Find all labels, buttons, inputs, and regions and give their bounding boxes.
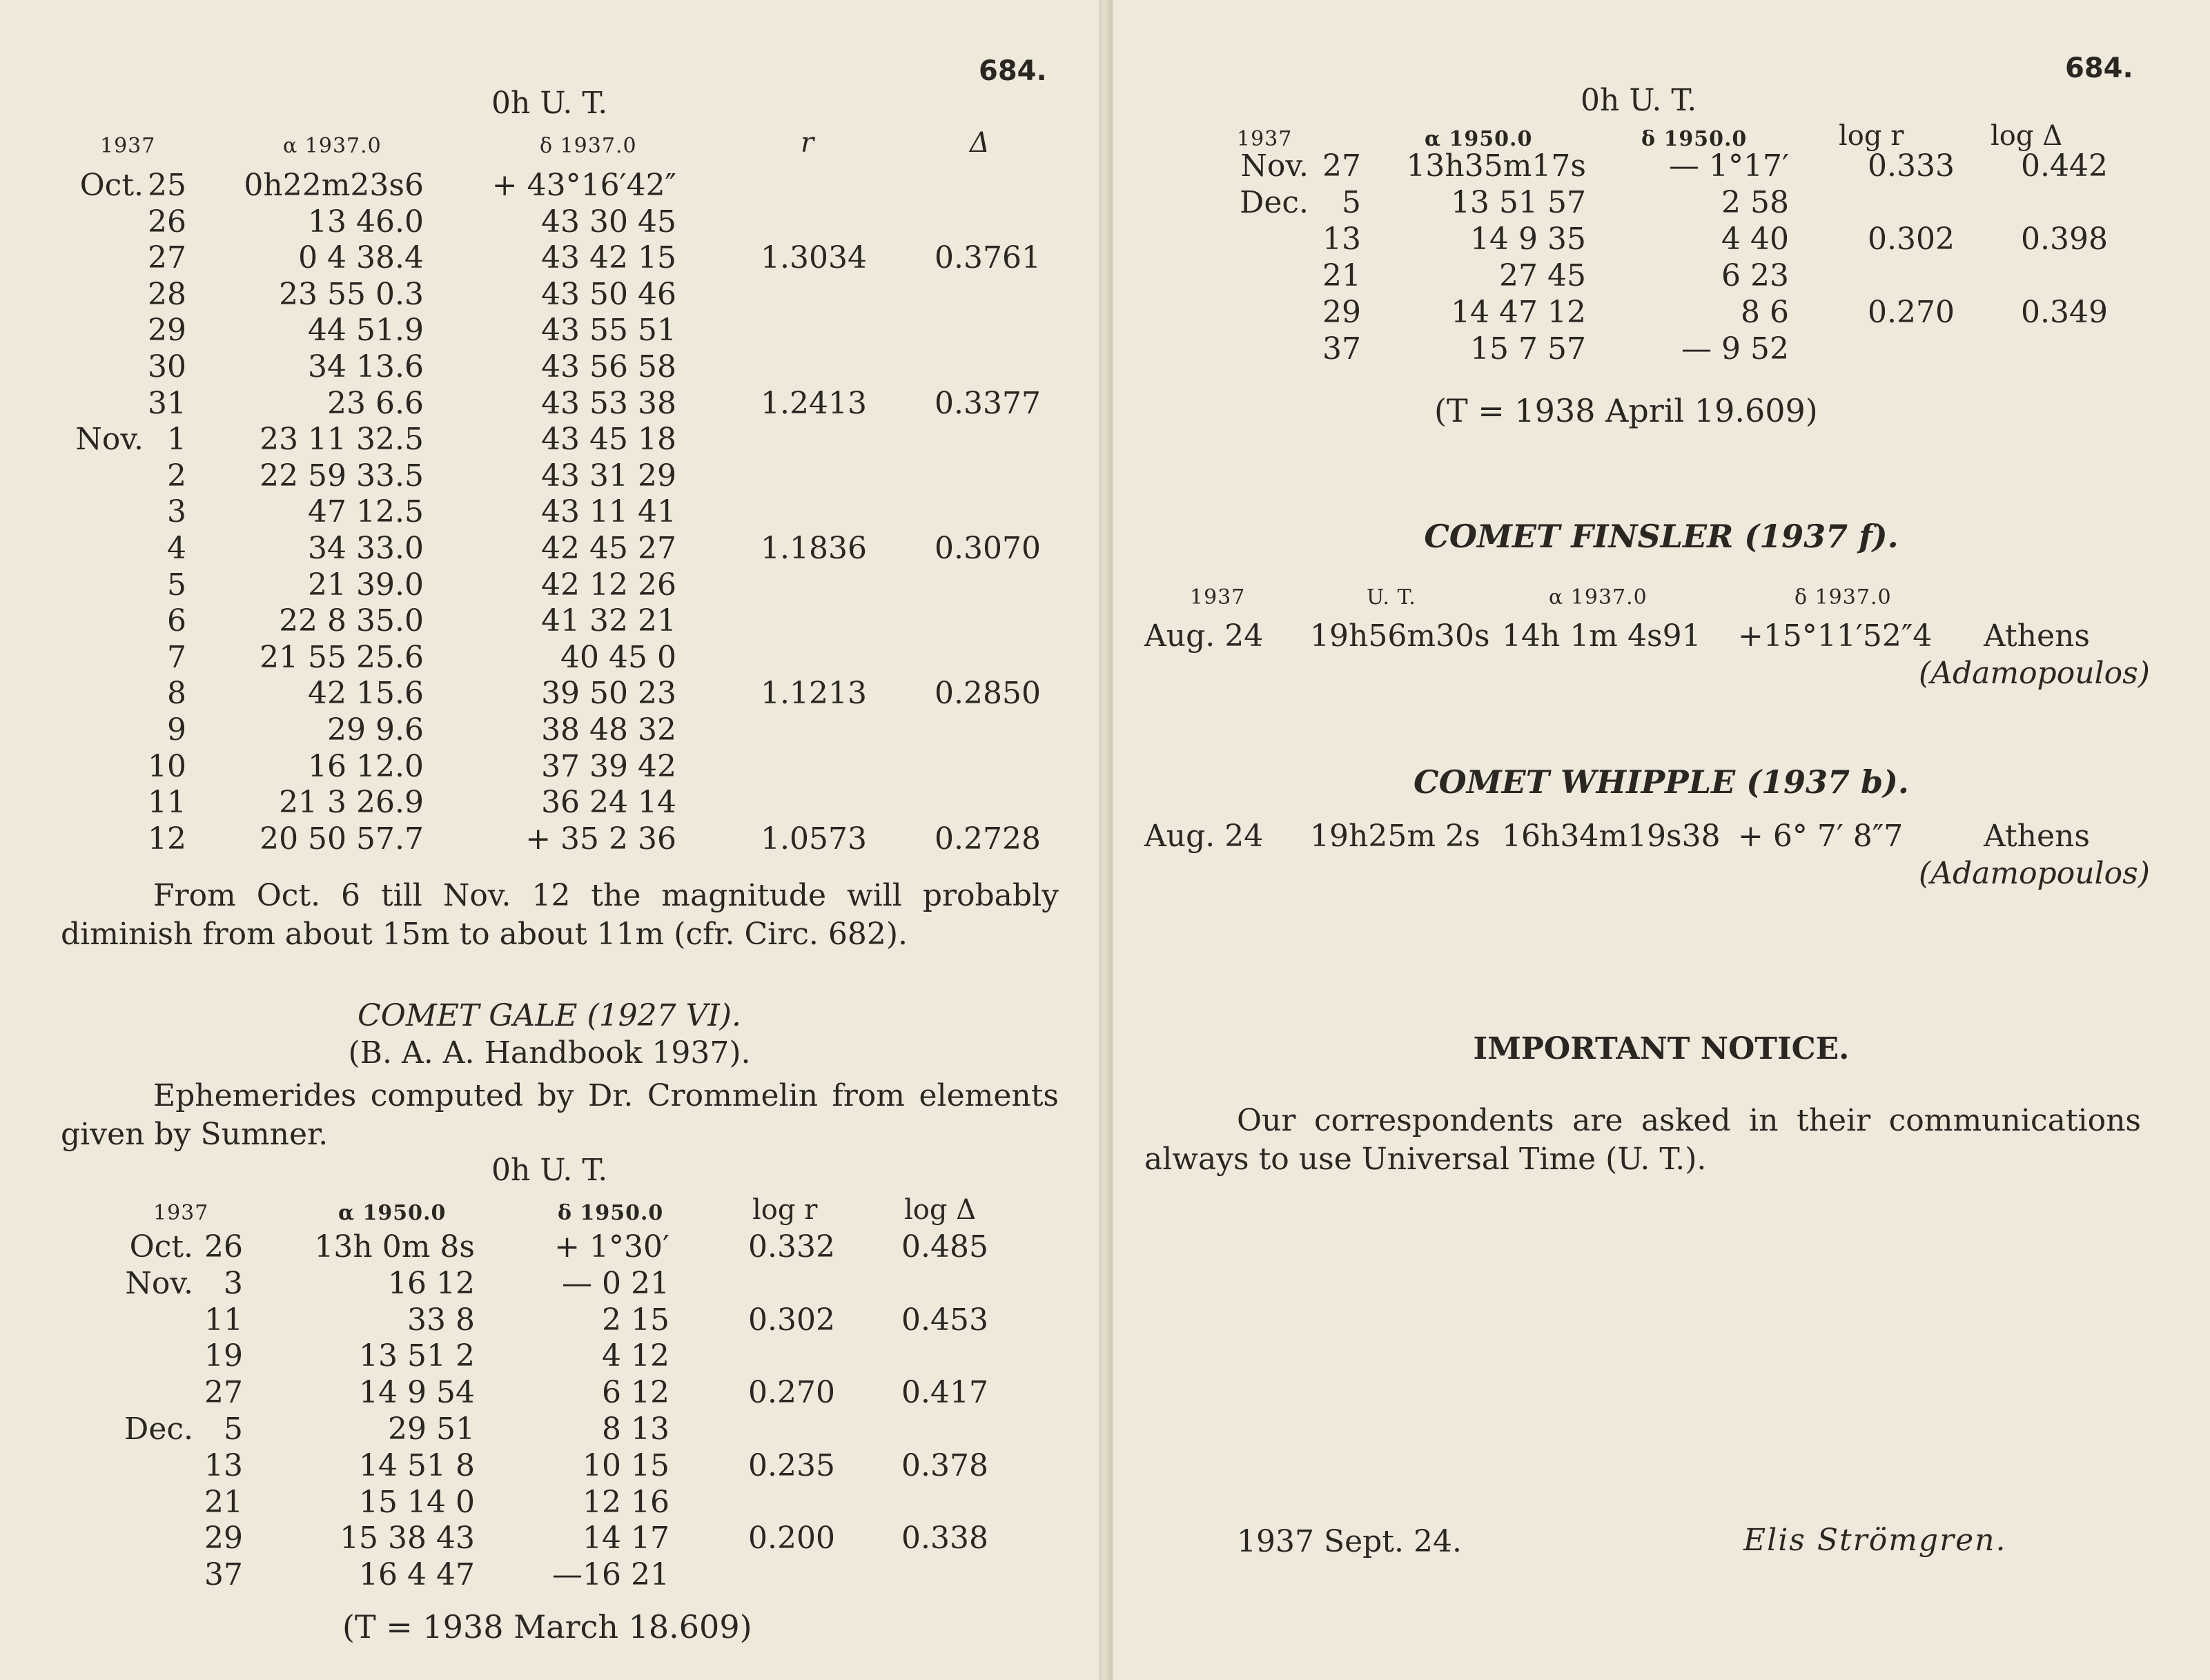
table-row: [0, 1411, 1099, 1448]
time-heading: 0h U. T.: [1581, 83, 1697, 118]
gale-title: COMET GALE (1927 VI).: [358, 998, 741, 1033]
ra-cell: 23 55 0.3: [279, 276, 424, 312]
dec-cell: —16 21: [552, 1557, 669, 1593]
table-row: [0, 1338, 1099, 1375]
table-row: [0, 167, 1099, 204]
ra-cell: 16 4 47: [359, 1557, 475, 1593]
table-row: [0, 385, 1099, 422]
table-row: [0, 240, 1099, 277]
col-dec: δ 1937.0: [540, 134, 637, 158]
ra-cell: 13h 0m 8s: [314, 1229, 475, 1264]
table-row: [0, 748, 1099, 785]
ra-cell: 14 9 35: [1470, 222, 1586, 257]
dec-cell: 4 40: [1721, 222, 1789, 257]
dec-cell: 42 12 26: [541, 567, 676, 603]
finsler-ra: 14h 1m 4s91: [1502, 618, 1701, 654]
perihelion: (T = 1938 April 19.609): [1434, 392, 1818, 429]
circular-number: 684.: [979, 55, 1047, 87]
ra-cell: 13 46.0: [308, 204, 424, 240]
day-cell: 5: [1342, 185, 1361, 220]
ra-cell: 14 9 54: [359, 1375, 475, 1411]
right-page: [1113, 0, 2210, 1680]
table-row: [0, 675, 1099, 712]
day-cell: 13: [1322, 222, 1361, 257]
notice-text: Our correspondents are asked in their communications always to use Universal Time (U. T.).: [1144, 1103, 2141, 1177]
logr-cell: 0.235: [748, 1447, 835, 1483]
logdelta-cell: 0.338: [901, 1521, 988, 1556]
month-cell: Nov.: [125, 1265, 193, 1301]
table-row: [0, 458, 1099, 495]
dec-cell: 43 45 18: [541, 422, 676, 458]
col-logr: log r: [752, 1194, 818, 1226]
ra-cell: 27 45: [1499, 258, 1586, 293]
ra-cell: 21 55 25.6: [260, 639, 424, 675]
dec-cell: 8 13: [602, 1412, 669, 1447]
gale-intro: Ephemerides computed by Dr. Crommelin from elements given by Sumner.: [61, 1078, 1059, 1152]
dec-cell: 12 16: [583, 1484, 669, 1520]
ra-cell: 23 11 32.5: [260, 422, 424, 458]
day-cell: 13: [204, 1447, 243, 1483]
day-cell: 29: [148, 313, 186, 349]
circular-number: 684.: [2065, 52, 2133, 84]
logr-cell: 0.270: [748, 1375, 835, 1411]
delta-cell: 0.2850: [935, 676, 1041, 712]
logr-cell: 0.270: [1868, 295, 1955, 330]
left-page: [0, 0, 1099, 1680]
day-cell: 37: [1322, 331, 1361, 367]
dec-cell: 43 53 38: [541, 385, 676, 421]
logr-cell: 0.302: [1868, 222, 1955, 257]
col-logdelta: log Δ: [1991, 120, 2063, 152]
ephemeris-table: [1113, 120, 2210, 410]
ra-cell: 0h22m23s6: [244, 168, 424, 203]
day-cell: 9: [167, 712, 186, 748]
day-cell: 19: [204, 1338, 243, 1374]
table-row: [0, 603, 1099, 640]
ra-cell: 13 51 2: [359, 1338, 475, 1374]
table-row: [1113, 257, 2210, 295]
table-row: [0, 530, 1099, 567]
ra-cell: 21 39.0: [308, 567, 424, 603]
logdelta-cell: 0.398: [2021, 222, 2108, 257]
table-row: [0, 1520, 1099, 1557]
gale-perihelion: (T = 1938 March 18.609): [342, 1608, 752, 1645]
dec-cell: 41 32 21: [541, 603, 676, 639]
ra-cell: 33 8: [407, 1302, 475, 1338]
finsler-dec: +15°11′52″4: [1738, 618, 1933, 654]
day-cell: 11: [148, 785, 186, 821]
delta-cell: 0.3377: [935, 385, 1041, 421]
dec-cell: 43 42 15: [541, 240, 676, 276]
dec-cell: 43 31 29: [541, 458, 676, 494]
day-cell: 29: [1322, 295, 1361, 330]
month-cell: Dec.: [124, 1412, 193, 1447]
dec-cell: — 9 52: [1681, 331, 1789, 367]
dec-cell: 43 50 46: [541, 276, 676, 312]
col-r: r: [801, 127, 814, 159]
ra-cell: 0 4 38.4: [298, 240, 424, 276]
whipple-dec: + 6° 7′ 8″7: [1738, 819, 1904, 854]
ra-cell: 16 12: [388, 1265, 475, 1301]
table-row: [1113, 294, 2210, 331]
dec-cell: + 1°30′: [554, 1229, 669, 1264]
logr-cell: 0.200: [748, 1521, 835, 1556]
logr-cell: 0.302: [748, 1302, 835, 1338]
day-cell: 1: [167, 422, 186, 458]
month-cell: Oct.: [79, 168, 144, 203]
day-cell: 27: [148, 240, 186, 276]
ra-cell: 16 12.0: [308, 748, 424, 784]
day-cell: 3: [167, 494, 186, 530]
ra-cell: 44 51.9: [308, 313, 424, 349]
finsler-ut: 19h56m30s: [1310, 618, 1490, 654]
table-row: [1113, 184, 2210, 222]
r-cell: 1.1836: [761, 531, 867, 566]
table-row: [0, 421, 1099, 458]
ra-cell: 14 51 8: [359, 1447, 475, 1483]
col-logdelta: log Δ: [904, 1194, 977, 1226]
whipple-title: COMET WHIPPLE (1937 b).: [1414, 763, 1909, 801]
ra-cell: 15 14 0: [359, 1484, 475, 1520]
logdelta-cell: 0.453: [901, 1302, 988, 1338]
gale-time-heading: 0h U. T.: [491, 1153, 608, 1188]
whipple-ut: 19h25m 2s: [1310, 819, 1480, 854]
day-cell: 10: [148, 748, 186, 784]
logdelta-cell: 0.378: [901, 1447, 988, 1483]
table-row: [0, 821, 1099, 858]
table-row: [0, 712, 1099, 749]
ra-cell: 22 8 35.0: [279, 603, 424, 639]
ra-cell: 14 47 12: [1451, 295, 1586, 330]
dec-cell: 43 11 41: [541, 494, 676, 530]
table-row: [1113, 331, 2210, 368]
logdelta-cell: 0.485: [901, 1229, 988, 1264]
gale-subtitle: (B. A. A. Handbook 1937).: [348, 1035, 751, 1071]
table-row: [0, 1447, 1099, 1485]
month-cell: Nov.: [1240, 148, 1309, 184]
ra-cell: 20 50 57.7: [260, 821, 424, 857]
day-cell: 27: [1322, 148, 1361, 184]
dec-cell: 6 23: [1721, 258, 1789, 293]
day-cell: 29: [204, 1521, 243, 1556]
finsler-col-dec: δ 1937.0: [1795, 585, 1892, 609]
col-ra: α 1950.0: [338, 1201, 447, 1225]
month-cell: Nov.: [75, 422, 144, 458]
dec-cell: 10 15: [583, 1447, 669, 1483]
ra-cell: 42 15.6: [308, 676, 424, 712]
notice-title: IMPORTANT NOTICE.: [1473, 1031, 1850, 1066]
ephemeris-table: [0, 124, 1099, 870]
day-cell: 30: [148, 349, 186, 384]
col-logr: log r: [1839, 120, 1904, 152]
table-row: [0, 1484, 1099, 1521]
signature: Elis Strömgren.: [1743, 1523, 2007, 1558]
time-heading: 0h U. T.: [491, 86, 608, 121]
r-cell: 1.1213: [761, 676, 867, 712]
table-row: [0, 349, 1099, 386]
table-row: [0, 1556, 1099, 1594]
day-cell: 27: [204, 1375, 243, 1411]
table-row: [0, 639, 1099, 676]
table-row: [0, 784, 1099, 821]
table-row: [1113, 221, 2210, 258]
table-row: [0, 494, 1099, 531]
delta-cell: 0.2728: [935, 821, 1041, 857]
day-cell: 21: [204, 1484, 243, 1520]
table-row: [0, 1265, 1099, 1302]
day-cell: 8: [167, 676, 186, 712]
dec-cell: 2 58: [1721, 185, 1789, 220]
day-cell: 7: [167, 639, 186, 675]
gale-table: [0, 1194, 1099, 1608]
day-cell: 37: [204, 1557, 243, 1593]
table-row: [0, 567, 1099, 604]
ra-cell: 13h35m17s: [1406, 148, 1586, 184]
dec-cell: 6 12: [602, 1375, 669, 1411]
day-cell: 28: [148, 276, 186, 312]
dec-cell: 42 45 27: [541, 531, 676, 566]
table-row: [0, 312, 1099, 349]
dec-cell: 43 55 51: [541, 313, 676, 349]
ra-cell: 22 59 33.5: [260, 458, 424, 494]
dec-cell: 8 6: [1741, 295, 1789, 330]
dec-cell: + 43°16′42″: [491, 168, 676, 203]
r-cell: 1.3034: [761, 240, 867, 276]
finsler-date: Aug. 24: [1144, 618, 1264, 654]
table-row: [0, 1302, 1099, 1339]
dec-cell: 36 24 14: [541, 785, 676, 821]
finsler-title: COMET FINSLER (1937 f).: [1424, 518, 1899, 555]
whipple-place: Athens: [1984, 819, 2090, 854]
col-ra: α 1937.0: [283, 134, 382, 158]
dec-cell: 4 12: [602, 1338, 669, 1374]
table-row: [0, 1374, 1099, 1412]
dec-cell: 38 48 32: [541, 712, 676, 748]
day-cell: 31: [148, 385, 186, 421]
book-gutter: [1099, 0, 1113, 1680]
ra-cell: 21 3 26.9: [279, 785, 424, 821]
finsler-place: Athens: [1984, 618, 2090, 654]
day-cell: 12: [148, 821, 186, 857]
logr-cell: 0.333: [1868, 148, 1955, 184]
month-cell: Dec.: [1240, 185, 1309, 220]
dec-cell: + 35 2 36: [525, 821, 676, 857]
table-row: [1113, 148, 2210, 185]
month-cell: Oct.: [129, 1229, 193, 1264]
delta-cell: 0.3761: [935, 240, 1041, 276]
day-cell: 26: [204, 1229, 243, 1264]
col-ra: α 1950.0: [1425, 127, 1533, 151]
day-cell: 2: [167, 458, 186, 494]
dec-cell: 2 15: [602, 1302, 669, 1338]
ra-cell: 23 6.6: [327, 385, 424, 421]
logdelta-cell: 0.349: [2021, 295, 2108, 330]
r-cell: 1.0573: [761, 821, 867, 857]
col-dec: δ 1950.0: [558, 1201, 664, 1225]
table-row: [0, 276, 1099, 313]
col-delta: Δ: [970, 127, 990, 159]
dec-cell: 14 17: [583, 1521, 669, 1556]
dec-cell: 39 50 23: [541, 676, 676, 712]
col-year: 1937: [153, 1201, 209, 1225]
delta-cell: 0.3070: [935, 531, 1041, 566]
day-cell: 5: [224, 1412, 243, 1447]
r-cell: 1.2413: [761, 385, 867, 421]
col-year: 1937: [100, 134, 156, 158]
magnitude-note: From Oct. 6 till Nov. 12 the magnitude will probably diminish from about 15m to about 11m (cfr. Circ. 682).: [61, 878, 1059, 952]
whipple-ra: 16h34m19s38: [1502, 819, 1721, 854]
day-cell: 11: [204, 1302, 243, 1338]
day-cell: 3: [224, 1265, 243, 1301]
ra-cell: 15 38 43: [340, 1521, 475, 1556]
finsler-col-ra: α 1937.0: [1549, 585, 1647, 609]
ra-cell: 47 12.5: [308, 494, 424, 530]
table-row: [0, 204, 1099, 241]
logdelta-cell: 0.417: [901, 1375, 988, 1411]
footer-date: 1937 Sept. 24.: [1237, 1524, 1462, 1559]
dec-cell: 43 30 45: [541, 204, 676, 240]
ra-cell: 15 7 57: [1470, 331, 1586, 367]
dec-cell: 43 56 58: [541, 349, 676, 384]
dec-cell: 37 39 42: [541, 748, 676, 784]
ra-cell: 34 13.6: [308, 349, 424, 384]
day-cell: 21: [1322, 258, 1361, 293]
finsler-col-year: 1937: [1190, 585, 1246, 609]
dec-cell: — 0 21: [562, 1265, 669, 1301]
dec-cell: — 1°17′: [1669, 148, 1789, 184]
logr-cell: 0.332: [748, 1229, 835, 1264]
dec-cell: 40 45 0: [560, 639, 676, 675]
whipple-observer: (Adamopoulos): [1919, 856, 2150, 891]
day-cell: 25: [148, 168, 186, 203]
col-dec: δ 1950.0: [1641, 127, 1748, 151]
day-cell: 26: [148, 204, 186, 240]
finsler-observer: (Adamopoulos): [1919, 656, 2150, 691]
col-year: 1937: [1237, 127, 1293, 151]
ra-cell: 29 51: [388, 1412, 475, 1447]
day-cell: 4: [167, 531, 186, 566]
day-cell: 6: [167, 603, 186, 639]
logdelta-cell: 0.442: [2021, 148, 2108, 184]
whipple-date: Aug. 24: [1144, 819, 1264, 854]
table-row: [0, 1229, 1099, 1266]
ra-cell: 29 9.6: [327, 712, 424, 748]
day-cell: 5: [167, 567, 186, 603]
ra-cell: 13 51 57: [1451, 185, 1586, 220]
ra-cell: 34 33.0: [308, 531, 424, 566]
finsler-col-ut: U. T.: [1367, 585, 1416, 609]
